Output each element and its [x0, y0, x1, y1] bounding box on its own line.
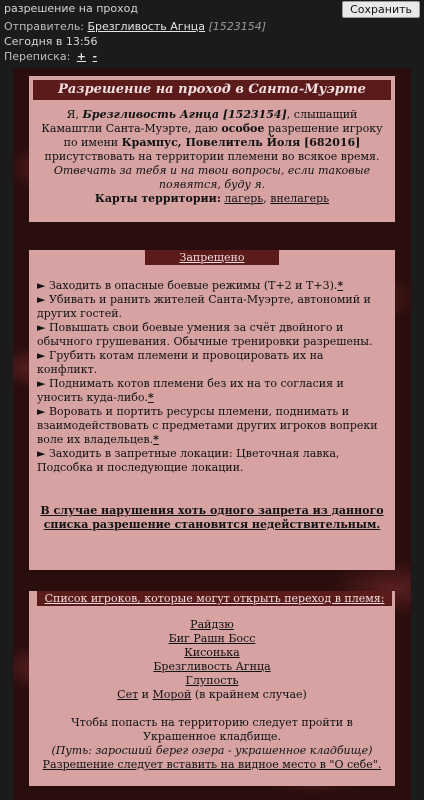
map-link-outcamp[interactable]: внелагерь: [270, 192, 330, 205]
player-link[interactable]: Сет: [117, 688, 139, 701]
special-word: особое: [221, 122, 265, 135]
sender-row: [4, 19, 420, 34]
message-header: [0, 0, 424, 19]
thread-row: [4, 49, 420, 64]
permit-panel: [29, 76, 395, 222]
intro-text: присутствовать на территории племени во всякое время.: [44, 150, 380, 163]
player-link[interactable]: Морой: [152, 688, 192, 701]
forbidden-item: ► Поднимать котов племени без их на то согласия и уносить куда-либо.*: [37, 377, 344, 404]
forbidden-item: ► Воровать и портить ресурсы племени, поднимать и взаимодействовать с предметами других игроков вопреки воле их владельцев.*: [37, 405, 378, 446]
players-tag[interactable]: Список игроков, которые могут открыть переход в племя:: [37, 591, 392, 606]
responsibility-text: Отвечать за тебя и на твои вопросы, если таковые появятся, буду я.: [53, 164, 371, 191]
thread-collapse-button[interactable]: -: [92, 50, 98, 63]
maps-label: Карты территории: [94, 192, 217, 205]
message-meta: [0, 19, 424, 64]
thread-label: Переписка:: [4, 50, 71, 63]
permit-title: Разрешение на проход в Санта-Муэрте: [33, 80, 391, 100]
intro-text: Я,: [66, 108, 83, 121]
forbidden-item: ► Повышать свои боевые умения за счёт двойного и обычного грушевания. Обычные тренировки разрешены.: [37, 321, 373, 348]
sender-id: [1523154]: [208, 20, 267, 33]
and-text: и: [138, 688, 153, 701]
path-note: [37, 744, 387, 758]
intro-text: , слышащий Камаштли Санта-Муэрте, даю: [41, 108, 358, 135]
players-panel: [29, 591, 395, 786]
player-link[interactable]: Глупость: [185, 674, 239, 687]
player-link[interactable]: Биг Рашн Босс: [168, 632, 256, 645]
player-link[interactable]: Брезгливость Агнца: [153, 660, 271, 673]
placement-text: Разрешение следует вставить на видное место в "О себе".: [42, 758, 382, 771]
forbidden-item: ► Грубить котам племени и провоцировать их на конфликт.: [37, 349, 324, 376]
forbidden-tag[interactable]: Запрещено: [145, 250, 279, 265]
territory-maps: Карты территории: лагерь, внелагерь: [94, 192, 330, 205]
forbidden-item: ► Убивать и ранить жителей Санта-Муэрте, автономий и других гостей.: [37, 293, 371, 320]
fallback-note: (в крайнем случае): [191, 688, 307, 701]
forbidden-item: ► Заходить в запретные локации: Цветочная лавка, Подсобка и последующие локации.: [37, 447, 340, 474]
responsibility-note: [37, 164, 387, 192]
map-link-camp[interactable]: лагерь: [224, 192, 264, 205]
forbidden-panel: [29, 250, 395, 570]
sender-label: Отправитель:: [4, 20, 85, 33]
player-last-row: [37, 688, 387, 702]
placement-note: [37, 758, 387, 772]
message-subject: разрешение на проход: [4, 2, 138, 15]
player-link[interactable]: Райдзю: [190, 618, 234, 631]
intro-text: разрешение игроку по имени: [63, 122, 383, 149]
message-date: Сегодня в 13:56: [4, 35, 98, 48]
footnote-link[interactable]: *: [153, 433, 159, 446]
violation-warning: В случае нарушения хоть одного запрета из данного списка разрешение становится недействительным.: [40, 504, 384, 531]
player-link[interactable]: Кисонька: [184, 646, 240, 659]
path-text: (Путь: заросший берег озера - украшенное кладбище): [51, 744, 373, 757]
save-button[interactable]: Сохранить: [342, 1, 420, 18]
player-name: Крампус, Повелитель Йоля [682016]: [121, 136, 361, 149]
footnote-link[interactable]: *: [147, 391, 154, 404]
entry-instructions: Чтобы попасть на территорию следует пройти в Украшенное кладбище.: [71, 716, 353, 743]
sender-link[interactable]: Брезгливость Агнца: [87, 20, 205, 33]
thread-expand-button[interactable]: +: [76, 50, 86, 63]
issuer-name: Брезгливость Агнца [1523154]: [82, 108, 287, 121]
spacer: [37, 702, 387, 716]
permit-intro: [37, 108, 387, 164]
forbidden-item: ► Заходить в опасные боевые режимы (Т+2 и Т+3).*: [37, 279, 344, 292]
footnote-link[interactable]: *: [337, 279, 344, 292]
